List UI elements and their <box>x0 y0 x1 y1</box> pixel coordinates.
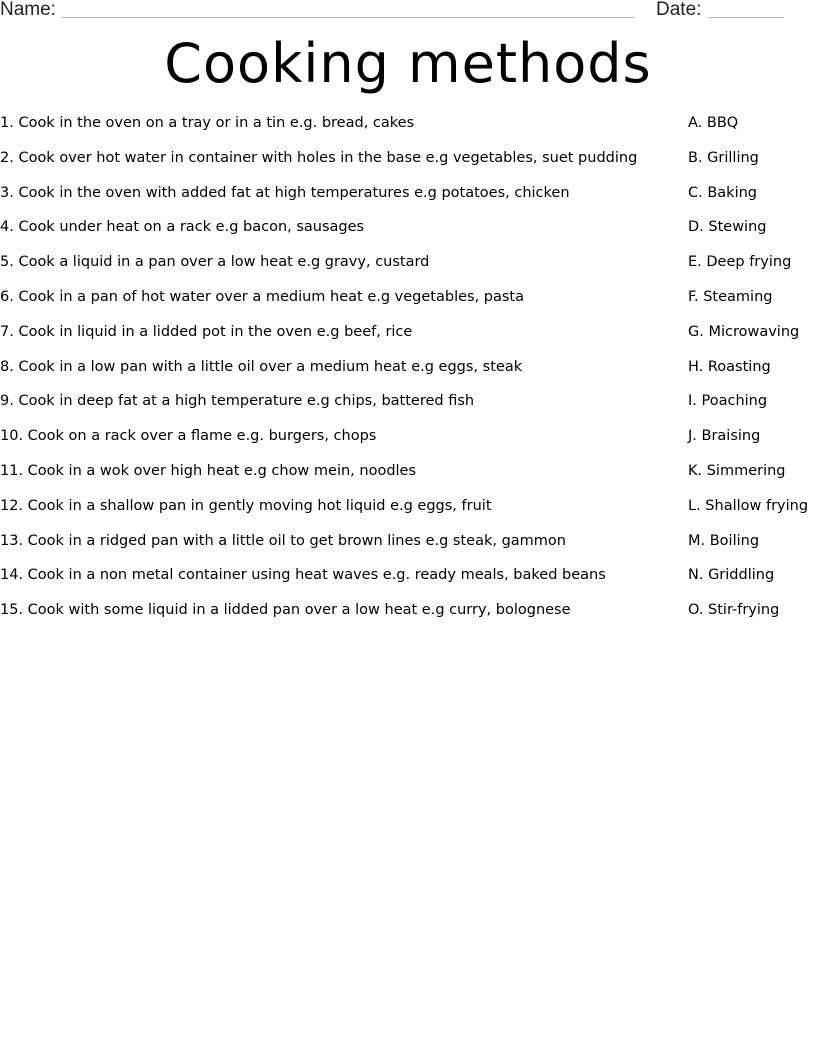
answer-item: F. Steaming <box>688 288 773 305</box>
question-item: 1. Cook in the oven on a tray or in a tin e.g. bread, cakes <box>0 115 415 131</box>
name-blank-line <box>62 17 634 18</box>
answer-item: L. Shallow frying <box>688 497 809 514</box>
answer-item: G. Microwaving <box>688 323 800 340</box>
question-item: 4. Cook under heat on a rack e.g bacon, sausages <box>0 219 365 236</box>
answer-item: H. Roasting <box>688 358 771 375</box>
answer-item: E. Deep frying <box>688 254 792 271</box>
question-item: 11. Cook in a wok over high heat e.g chow mein, noodles <box>0 462 417 479</box>
questions-list <box>0 112 680 634</box>
question-item: 7. Cook in liquid in a lidded pot in the oven e.g beef, rice <box>0 323 413 340</box>
question-item: 8. Cook in a low pan with a little oil over a medium heat e.g eggs, steak <box>0 358 523 375</box>
answer-item: O. Stir-frying <box>688 602 780 619</box>
page-title: Cooking methods <box>164 32 652 95</box>
answer-item: M. Boiling <box>688 532 760 549</box>
question-item: 5. Cook a liquid in a pan over a low heat e.g gravy, custard <box>0 254 430 271</box>
question-item: 2. Cook over hot water in container with holes in the base e.g vegetables, suet pudding <box>0 149 638 166</box>
question-item: 10. Cook on a rack over a flame e.g. burgers, chops <box>0 428 377 445</box>
answer-item: I. Poaching <box>688 393 768 410</box>
answer-item: A. BBQ <box>688 115 739 131</box>
answer-item: C. Baking <box>688 184 757 201</box>
date-blank-line <box>708 17 784 18</box>
question-item: 9. Cook in deep fat at a high temperature e.g chips, battered fish <box>0 393 475 410</box>
question-item: 6. Cook in a pan of hot water over a medium heat e.g vegetables, pasta <box>0 288 525 305</box>
question-item: 12. Cook in a shallow pan in gently moving hot liquid e.g eggs, fruit <box>0 497 492 514</box>
question-item: 14. Cook in a non metal container using heat waves e.g. ready meals, baked beans <box>0 567 606 584</box>
question-item: 15. Cook with some liquid in a lidded pan over a low heat e.g curry, bolognese <box>0 602 571 619</box>
answer-item: J. Braising <box>688 428 761 445</box>
answer-item: K. Simmering <box>688 462 786 479</box>
name-label: Name: <box>0 0 56 20</box>
date-label: Date: <box>656 0 702 20</box>
question-item: 3. Cook in the oven with added fat at high temperatures e.g potatoes, chicken <box>0 184 570 201</box>
answer-item: D. Stewing <box>688 219 767 236</box>
question-item: 13. Cook in a ridged pan with a little oil to get brown lines e.g steak, gammon <box>0 532 566 549</box>
answers-list <box>688 112 816 634</box>
answer-item: B. Grilling <box>688 149 759 166</box>
worksheet-header <box>0 0 816 28</box>
answer-item: N. Griddling <box>688 567 775 584</box>
